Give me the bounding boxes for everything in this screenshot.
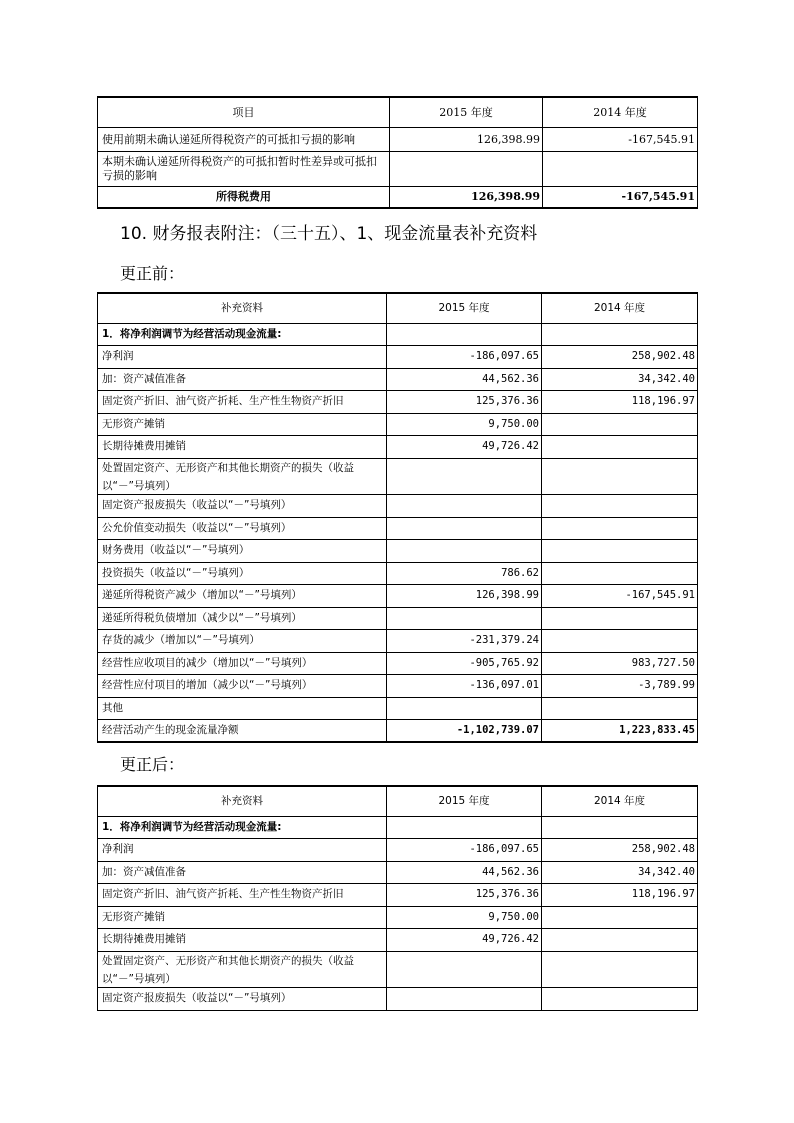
- value-2014: 34,342.40: [542, 861, 698, 883]
- row-label: 长期待摊费用摊销: [98, 928, 387, 951]
- value-2015: -186,097.65: [387, 838, 542, 861]
- value-2014: [542, 562, 698, 584]
- table-row: [98, 345, 698, 368]
- table-header-row: [98, 786, 698, 816]
- value-2014: 34,342.40: [542, 368, 698, 390]
- value-2015: 786.62: [387, 562, 542, 584]
- value-2014: 258,902.48: [542, 838, 698, 861]
- value-2015: 126,398.99: [390, 186, 543, 208]
- table-row: [98, 323, 698, 345]
- value-2014: [542, 435, 698, 458]
- value-2014: 1,223,833.45: [542, 719, 698, 742]
- table-row: [98, 674, 698, 697]
- value-2015: -186,097.65: [387, 345, 542, 368]
- value-2015: -231,379.24: [387, 629, 542, 652]
- row-label: 1．将净利润调节为经营活动现金流量:: [98, 323, 387, 345]
- value-2014: [542, 494, 698, 517]
- value-2015: 49,726.42: [387, 435, 542, 458]
- header-2015: 2015 年度: [390, 97, 543, 127]
- header-item: 项目: [98, 97, 390, 127]
- value-2014: [542, 906, 698, 928]
- value-2014: [542, 413, 698, 435]
- table-row: [98, 719, 698, 742]
- value-2014: 118,196.97: [542, 390, 698, 413]
- row-label: 经营活动产生的现金流量净额: [98, 719, 387, 742]
- after-label: 更正后：: [120, 755, 185, 774]
- value-2015: [387, 607, 542, 629]
- table-row: [98, 539, 698, 562]
- table-row: [98, 883, 698, 906]
- table-row: [98, 838, 698, 861]
- table-row: [98, 629, 698, 652]
- table-row: [98, 584, 698, 607]
- table-row: [98, 951, 698, 987]
- value-2015: -905,765.92: [387, 652, 542, 674]
- row-label: 经营性应收项目的减少（增加以“－”号填列）: [98, 652, 387, 674]
- row-label-text: 处置固定资产、无形资产和其他长期资产的损失（收益以“－”号填列）: [102, 461, 354, 492]
- value-2015: 125,376.36: [387, 390, 542, 413]
- row-label: 固定资产折旧、油气资产折耗、生产性生物资产折旧: [98, 390, 387, 413]
- value-2015: 49,726.42: [387, 928, 542, 951]
- row-label: 公允价值变动损失（收益以“－”号填列）: [98, 517, 387, 539]
- value-2014: [542, 629, 698, 652]
- table-row: [98, 390, 698, 413]
- header-2015: 2015 年度: [387, 786, 542, 816]
- table-row: [98, 368, 698, 390]
- value-2014: [542, 816, 698, 838]
- table-row: [98, 186, 698, 208]
- row-label: 加：资产减值准备: [98, 368, 387, 390]
- header-2014: 2014 年度: [542, 293, 698, 323]
- value-2015: 44,562.36: [387, 368, 542, 390]
- value-2015: 44,562.36: [387, 861, 542, 883]
- value-2015: [387, 517, 542, 539]
- row-label-text: 处置固定资产、无形资产和其他长期资产的损失（收益以“－”号填列）: [102, 954, 354, 985]
- header-item: 补充资料: [98, 293, 387, 323]
- table-row: [98, 861, 698, 883]
- row-label: 固定资产折旧、油气资产折耗、生产性生物资产折旧: [98, 883, 387, 906]
- table-row: [98, 435, 698, 458]
- row-label: 长期待摊费用摊销: [98, 435, 387, 458]
- table-row: [98, 987, 698, 1010]
- row-label: 所得税费用: [98, 186, 390, 208]
- header-2014: 2014 年度: [543, 97, 698, 127]
- row-label: 使用前期未确认递延所得税资产的可抵扣亏损的影响: [98, 127, 390, 151]
- row-label: 无形资产摊销: [98, 906, 387, 928]
- section-title: 10. 财务报表附注：（三十五）、1、现金流量表补充资料: [120, 224, 538, 244]
- table-row: [98, 928, 698, 951]
- value-2014: [542, 458, 698, 494]
- value-2014: -167,545.91: [542, 584, 698, 607]
- row-label: 递延所得税负债增加（减少以“－”号填列）: [98, 607, 387, 629]
- table-row: [98, 494, 698, 517]
- table-row: [98, 906, 698, 928]
- header-2014: 2014 年度: [542, 786, 698, 816]
- row-label: 固定资产报废损失（收益以“－”号填列）: [98, 494, 387, 517]
- table-row: [98, 151, 698, 186]
- row-label: 无形资产摊销: [98, 413, 387, 435]
- row-label: 投资损失（收益以“－”号填列）: [98, 562, 387, 584]
- row-label: 其他: [98, 697, 387, 719]
- table-row: [98, 607, 698, 629]
- cashflow-before-table: [97, 292, 698, 743]
- table-row: [98, 697, 698, 719]
- value-2015: 9,750.00: [387, 413, 542, 435]
- row-label: [98, 951, 387, 987]
- value-2014: [542, 323, 698, 345]
- value-2014: 258,902.48: [542, 345, 698, 368]
- value-2015: [387, 816, 542, 838]
- table-row: [98, 458, 698, 494]
- table-row: [98, 816, 698, 838]
- value-2014: -3,789.99: [542, 674, 698, 697]
- table-row: [98, 413, 698, 435]
- row-label: 财务费用（收益以“－”号填列）: [98, 539, 387, 562]
- value-2015: -136,097.01: [387, 674, 542, 697]
- value-2014: 118,196.97: [542, 883, 698, 906]
- table-row: [98, 562, 698, 584]
- value-2015: [387, 458, 542, 494]
- value-2015: [390, 151, 543, 186]
- table-row: [98, 652, 698, 674]
- value-2015: 126,398.99: [390, 127, 543, 151]
- value-2014: [542, 987, 698, 1010]
- value-2015: [387, 697, 542, 719]
- row-label: 净利润: [98, 345, 387, 368]
- row-label: 加：资产减值准备: [98, 861, 387, 883]
- value-2015: [387, 323, 542, 345]
- row-label: 存货的减少（增加以“－”号填列）: [98, 629, 387, 652]
- value-2015: 9,750.00: [387, 906, 542, 928]
- value-2014: [542, 607, 698, 629]
- row-label: 1．将净利润调节为经营活动现金流量:: [98, 816, 387, 838]
- value-2015: [387, 951, 542, 987]
- value-2014: [542, 539, 698, 562]
- cashflow-after-table: [97, 785, 698, 1011]
- value-2015: 125,376.36: [387, 883, 542, 906]
- value-2014: 983,727.50: [542, 652, 698, 674]
- row-label: 本期未确认递延所得税资产的可抵扣暂时性差异或可抵扣亏损的影响: [98, 151, 390, 186]
- table-header-row: [98, 97, 698, 127]
- income-tax-table: [97, 96, 698, 209]
- value-2014: -167,545.91: [543, 127, 698, 151]
- table-row: [98, 517, 698, 539]
- header-item: 补充资料: [98, 786, 387, 816]
- value-2015: [387, 539, 542, 562]
- value-2014: [542, 928, 698, 951]
- value-2014: [542, 951, 698, 987]
- row-label: 递延所得税资产减少（增加以“－”号填列）: [98, 584, 387, 607]
- row-label: 固定资产报废损失（收益以“－”号填列）: [98, 987, 387, 1010]
- before-label: 更正前：: [120, 264, 185, 283]
- value-2015: 126,398.99: [387, 584, 542, 607]
- row-label: 净利润: [98, 838, 387, 861]
- value-2015: -1,102,739.07: [387, 719, 542, 742]
- value-2015: [387, 987, 542, 1010]
- value-2014: [543, 151, 698, 186]
- value-2015: [387, 494, 542, 517]
- value-2014: [542, 517, 698, 539]
- value-2014: -167,545.91: [543, 186, 698, 208]
- value-2014: [542, 697, 698, 719]
- table-header-row: [98, 293, 698, 323]
- header-2015: 2015 年度: [387, 293, 542, 323]
- row-label: [98, 458, 387, 494]
- table-row: [98, 127, 698, 151]
- row-label: 经营性应付项目的增加（减少以“－”号填列）: [98, 674, 387, 697]
